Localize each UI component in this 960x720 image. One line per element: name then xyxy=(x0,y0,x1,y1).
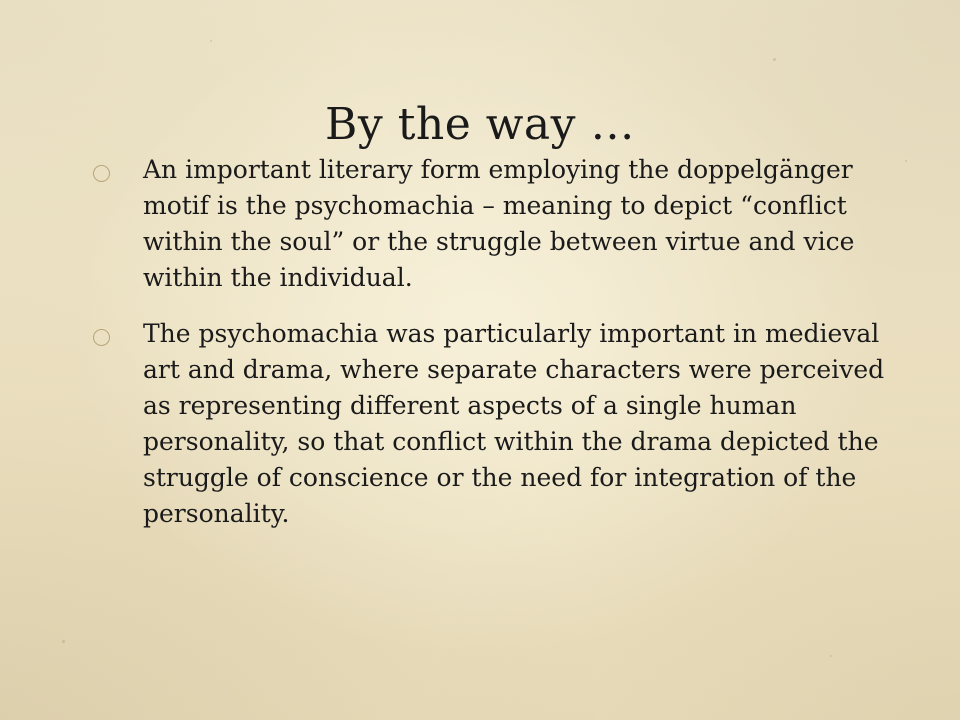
parchment-speck xyxy=(773,58,776,61)
hollow-circle-bullet-icon xyxy=(93,329,110,346)
bullet-list xyxy=(0,152,960,532)
bullet-text: An important literary form employing the doppelgänger motif is the psychomachia – meaning to depict “conflict within the soul” or the struggle between virtue and vice within the individual. xyxy=(143,155,855,292)
parchment-speck xyxy=(830,655,832,657)
hollow-circle-bullet-icon xyxy=(93,165,110,182)
bullet-item xyxy=(0,152,960,296)
parchment-speck xyxy=(210,40,212,42)
slide-title: By the way … xyxy=(325,99,635,151)
parchment-speck xyxy=(62,640,65,643)
bullet-item xyxy=(0,316,960,532)
bullet-text: The psychomachia was particularly important in medieval art and drama, where separate characters were perceived as representing different aspects of a single human personality, so that conflict within the drama depicted the struggle of conscience or the need for integration of the personality. xyxy=(143,319,885,528)
